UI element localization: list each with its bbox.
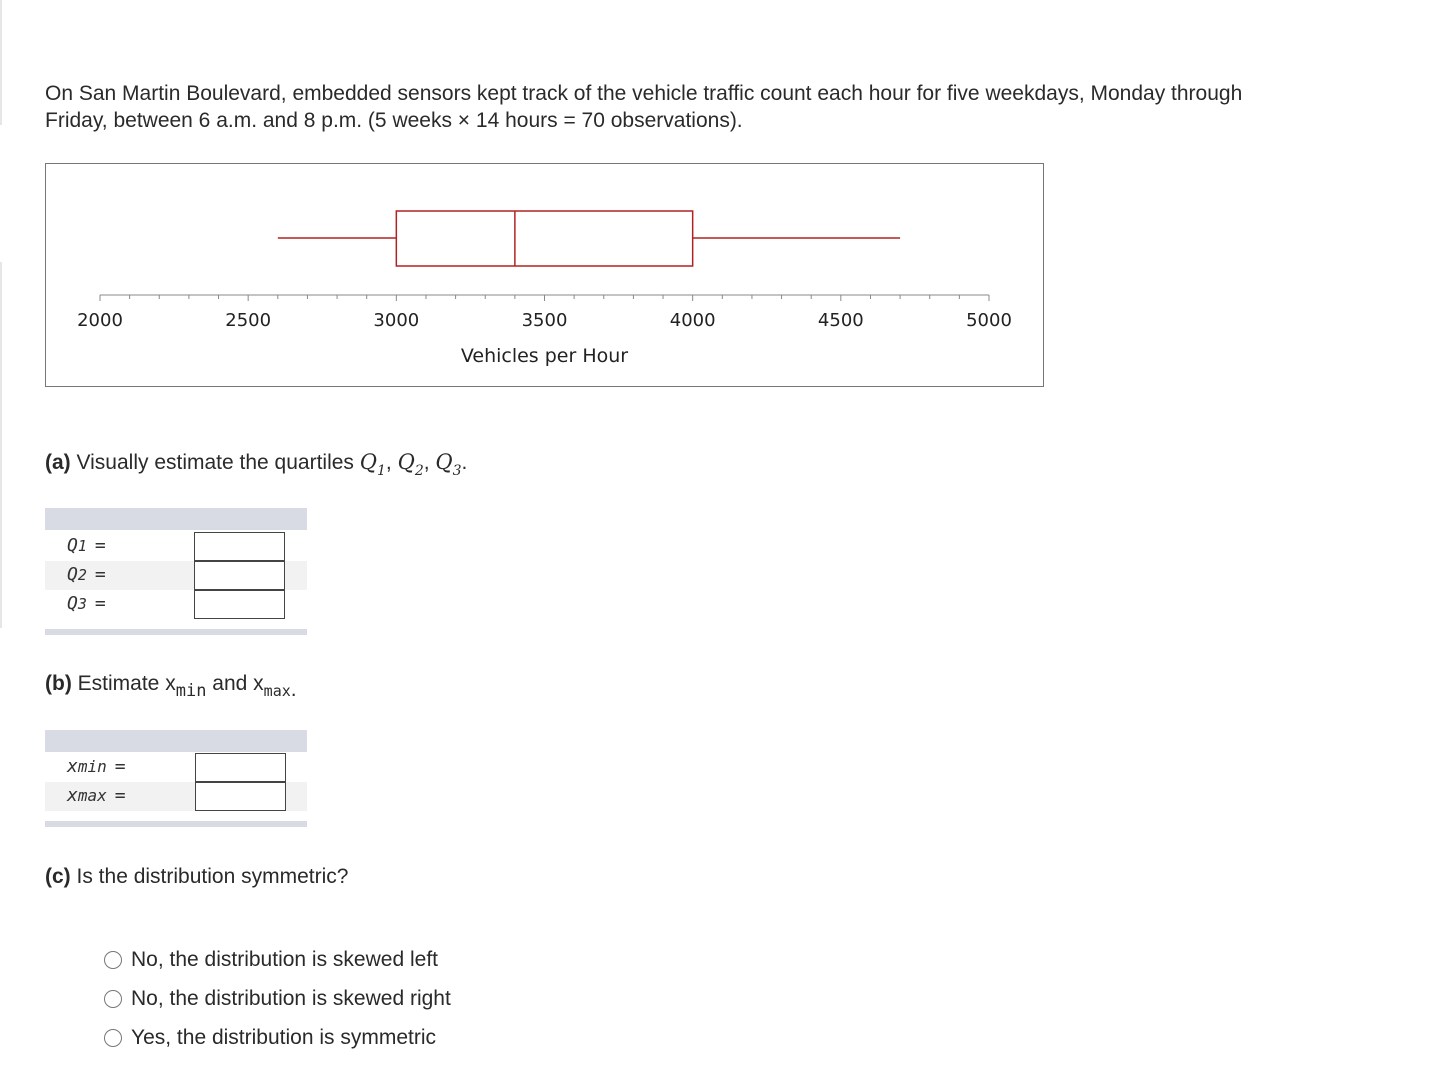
option-label[interactable]: No, the distribution is skewed right [131,986,451,1010]
part-a-text: Visually estimate the quartiles [76,451,354,474]
part-b-and: and [212,672,248,695]
x-tick-label: 5000 [966,310,1012,331]
left-edge-border [0,262,2,628]
part-b-question: (b) Estimate $x_{min}$ and $x_{max}$. [45,672,297,701]
x-tick-label: 3000 [373,310,420,331]
part-a-label: (a) [45,451,71,474]
symmetry-radio-group [104,940,451,1057]
boxplot-chart [45,163,1044,387]
xmax-input[interactable] [195,782,286,811]
xmin-symbol: $x_{min}$ [165,672,207,701]
problem-intro-line-2: Friday, between 6 a.m. and 8 p.m. (5 weeks × 14 hours = 70 observations). [45,109,743,132]
left-edge-border [0,0,2,125]
xmin-row [45,753,307,782]
part-c-question [45,865,348,889]
xmax-row [45,782,307,811]
table-header-bar [45,508,307,530]
q1-row-label: Q1 = [67,535,106,556]
option-label[interactable]: Yes, the distribution is symmetric [131,1025,437,1049]
part-a-question: (a) Visually estimate the quartiles $Q_1$, $Q_2$, $Q_3$. [45,450,468,479]
q1-input[interactable] [194,532,285,561]
q3-row [45,590,307,619]
option-skewed-left[interactable] [104,940,451,979]
x-tick-label: 4500 [817,310,864,331]
q1-symbol: $Q_1$ [359,450,386,479]
option-symmetric[interactable] [104,1018,451,1057]
problem-intro-line-1: On San Martin Boulevard, embedded sensors kept track of the vehicle traffic count each hour for five weekdays, Monday through [45,82,1243,105]
radio-button[interactable] [104,1029,122,1047]
q3-symbol: $Q_3$ [435,450,462,479]
radio-button[interactable] [104,990,122,1008]
q2-input[interactable] [194,561,285,590]
part-c-label: (c) [45,865,71,888]
x-axis-title: Vehicles per Hour [460,345,629,367]
iqr-box [396,211,692,266]
part-b-label: (b) [45,672,72,695]
x-tick-label: 3500 [521,310,568,331]
table-footer-bar [45,821,307,827]
option-skewed-right[interactable] [104,979,451,1018]
radio-button[interactable] [104,951,122,969]
q3-input[interactable] [194,590,285,619]
xmax-row-label: xmax = [67,785,126,806]
quartile-answer-table [45,508,307,635]
x-tick-label: 2500 [225,310,272,331]
xmin-row-label: xmin = [67,756,126,777]
x-tick-label: 4000 [669,310,716,331]
q1-row [45,532,307,561]
table-footer-bar [45,629,307,635]
table-header-bar [45,730,307,752]
extremes-answer-table [45,730,307,827]
boxplot-svg [46,164,1045,388]
x-tick-label: 2000 [77,310,123,331]
q2-row-label: Q2 = [67,564,106,585]
xmax-symbol: $x_{max}$ [253,672,291,700]
option-label[interactable]: No, the distribution is skewed left [131,947,438,971]
xmin-input[interactable] [195,753,286,782]
part-b-text: Estimate [77,672,160,695]
q3-row-label: Q3 = [67,593,106,614]
problem-statement [45,80,1415,134]
part-c-text: Is the distribution symmetric? [76,865,349,888]
q2-symbol: $Q_2$ [397,450,424,479]
q2-row [45,561,307,590]
